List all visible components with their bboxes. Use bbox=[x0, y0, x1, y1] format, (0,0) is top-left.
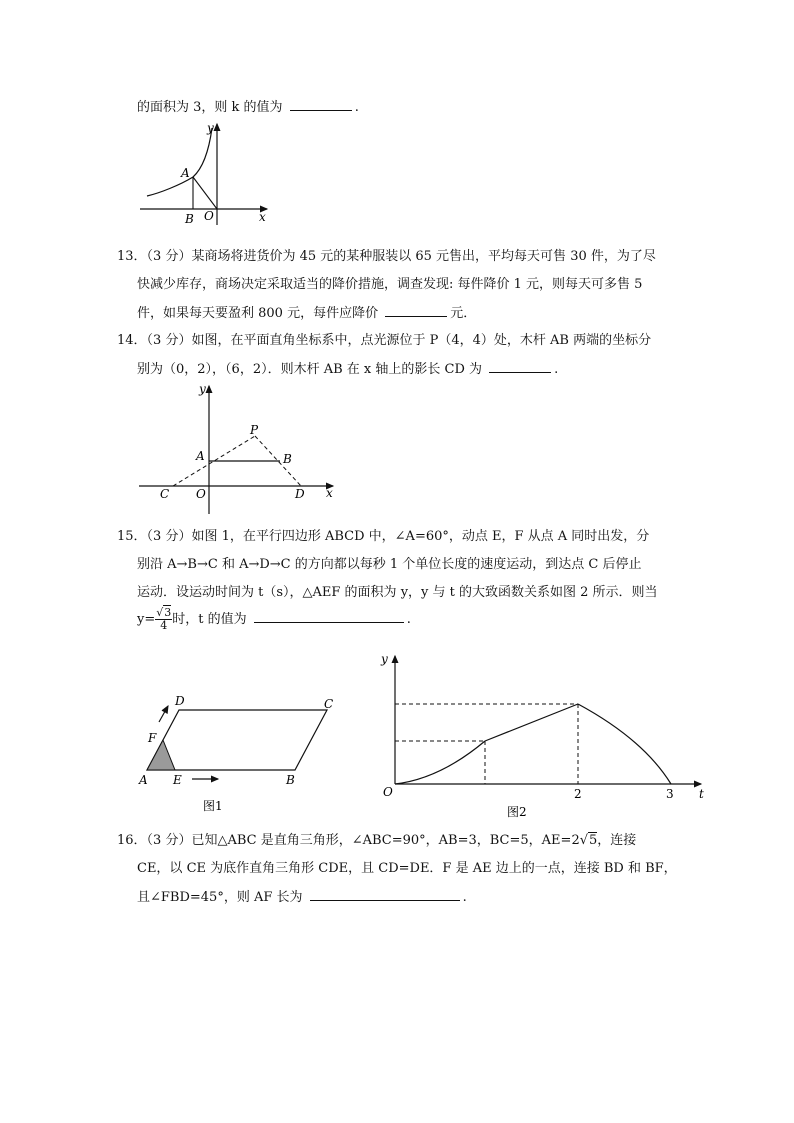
q16-line-3: 且∠FBD=45°，则 AF 长为 . bbox=[137, 890, 467, 905]
q15-line-1: 15．（3 分）如图 1，在平行四边形 ABCD 中，∠A=60°，动点 E，F 从点 A 同时出发，分 bbox=[117, 529, 650, 544]
q14-line-2: 别为（0，2），（6，2）．则木杆 AB 在 x 轴上的影长 CD 为 . bbox=[137, 362, 559, 377]
label-a: A bbox=[196, 449, 205, 463]
label-o: O bbox=[196, 487, 206, 501]
label-b: B bbox=[286, 773, 295, 787]
label-b: B bbox=[283, 452, 292, 466]
q15-figure-1 bbox=[135, 692, 345, 822]
segment-ao bbox=[193, 177, 217, 209]
label-x: x bbox=[326, 486, 333, 500]
tick-3: 3 bbox=[666, 787, 674, 801]
curve-segment-3 bbox=[578, 704, 671, 784]
fraction-sqrt3-over-4: $\frac{√3}{4}$ bbox=[156, 606, 172, 632]
answer-blank-q15[interactable] bbox=[254, 610, 404, 623]
q12-text: 的面积为 3，则 k 的值为 . bbox=[137, 100, 359, 115]
q12-figure bbox=[135, 120, 285, 230]
caption-fig1: 图1 bbox=[203, 799, 223, 813]
label-o: O bbox=[204, 209, 214, 223]
q15-line-2: 别沿 A→B→C 和 A→D→C 的方向都以每秒 1 个单位长度的速度运动，到达点 C 后停止 bbox=[137, 557, 642, 572]
label-b: B bbox=[185, 212, 194, 226]
answer-blank-q13[interactable] bbox=[385, 304, 447, 317]
label-d: D bbox=[295, 487, 305, 501]
curve-segment-1 bbox=[395, 741, 485, 784]
label-f: F bbox=[148, 731, 157, 745]
label-c: C bbox=[324, 697, 334, 711]
q15-line-3: 运动．设运动时间为 t（s），△AEF 的面积为 y，y 与 t 的大致函数关系如图 2 所示．则当 bbox=[137, 585, 658, 600]
label-e: E bbox=[173, 773, 182, 787]
label-y: y bbox=[207, 121, 214, 135]
q13-line-3: 件，如果每天要盈利 800 元，每件应降价 元． bbox=[137, 306, 477, 321]
label-y: y bbox=[199, 382, 206, 396]
q13-line-1: 13．（3 分）某商场将进货价为 45 元的某种服装以 65 元售出，平均每天可售 30 件，为了尽 bbox=[117, 249, 656, 264]
label-y: y bbox=[381, 652, 388, 666]
label-d: D bbox=[175, 694, 185, 708]
label-a: A bbox=[139, 773, 148, 787]
label-x: x bbox=[259, 210, 266, 224]
q14-line-1: 14．（3 分）如图，在平面直角坐标系中，点光源位于 P（4，4）处，木杆 AB 两端的坐标分 bbox=[117, 333, 652, 348]
q16-line-2: CE，以 CE 为底作直角三角形 CDE，且 CD=DE．F 是 AE 边上的一点，连接 BD 和 BF， bbox=[137, 861, 677, 876]
caption-fig2: 图2 bbox=[507, 805, 527, 819]
hyperbola-curve bbox=[147, 128, 212, 196]
label-c: C bbox=[160, 487, 170, 501]
tick-2: 2 bbox=[574, 787, 582, 801]
label-o: O bbox=[383, 785, 393, 799]
parallelogram-abcd bbox=[147, 710, 327, 770]
arrow-along-ad bbox=[159, 706, 168, 722]
answer-blank-q14[interactable] bbox=[489, 360, 551, 373]
line-segment-2 bbox=[485, 704, 578, 741]
q15-line-4: y= $\frac{√3}{4}$ 时，t 的值为 . bbox=[137, 606, 411, 632]
q13-line-2: 快减少库存，商场决定采取适当的降价措施，调查发现: 每件降价 1 元，则每天可多售 5 bbox=[137, 277, 643, 292]
q15-figure-2 bbox=[375, 650, 715, 825]
label-t: t bbox=[699, 787, 704, 801]
answer-blank-q16[interactable] bbox=[310, 888, 460, 901]
q16-line-1: 16．（3 分）已知△ABC 是直角三角形，∠ABC=90°，AB=3，BC=5，AE=2√5，连接 bbox=[117, 833, 637, 848]
q14-figure bbox=[135, 380, 345, 520]
answer-blank-q12[interactable] bbox=[290, 98, 352, 111]
label-a: A bbox=[181, 166, 190, 180]
label-p: P bbox=[250, 423, 259, 437]
